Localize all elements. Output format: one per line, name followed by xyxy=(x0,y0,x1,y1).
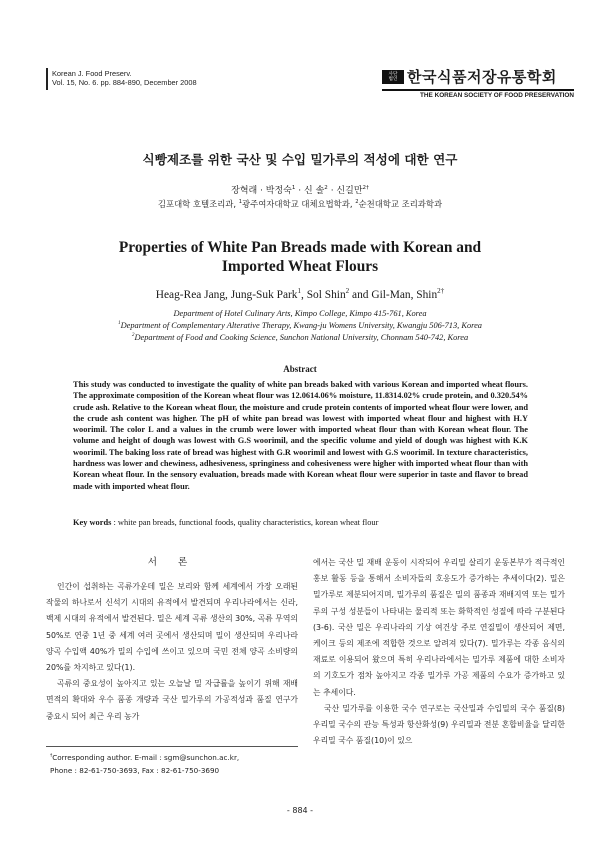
journal-volume: Vol. 15, No. 6. pp. 884-890, December 2008 xyxy=(52,78,197,88)
english-authors: Heag-Rea Jang, Jung-Suk Park$^1$, Sol Shin$^2$ and Gil-Man, Shin$^{2\dagger}$ xyxy=(155,287,445,301)
journal-rule xyxy=(46,68,48,90)
korean-title: 식빵제조를 위한 국산 및 수입 밀가루의 적성에 대한 연구 xyxy=(142,152,458,167)
paragraph: 국산 밀가루를 이용한 국수 연구로는 국산밀과 수입밀의 국수 품질(8) 우리밀 국수의 관능 특성과 항산화성(9) 우리밀과 전분 혼합비율을 달리한 우리밀 국수 품질(10)이 있으 xyxy=(313,703,565,746)
section-heading-introduction: 서 론 xyxy=(147,557,197,568)
society-rule xyxy=(382,89,574,91)
abstract-text: This study was conducted to investigate the quality of white pan breads baked with various Korean and imported wheat flours. The approximate composition of the Korean wheat flour was 12.0614.06% moisture, 11.8314.02% crude protein, and 0.320.54% crude ash. Relative to the Korean wheat flour, the moisture and crude protein contents of imported wheat flour were lower, and the crude ash content was higher. The pH of white pan bread was lowest with imported wheat flour and highest with H.Y woorimil. The color L and a values in the crumb were lower with imported wheat flour than with Korean wheat flour. The volume and height of dough was lowest with G.S woorimil, and the specific volume and yield of dough was highest with K.K woorimil. The baking loss rate of bread was highest with G.R woorimil and lowest with G.S woorimil. In texture characteristics, hardness was lower and chewiness, adhesiveness, springiness and cohesiveness were higher with imported wheat flour than with Korean wheat flour. In the sensory evaluation, breads made with Korean wheat flour were superior in taste and flavor to bread made with imported wheat flour. xyxy=(73,380,528,491)
korean-affiliations: 김포대학 호텔조리과, $^1$광주여자대학교 대체요법학과, $^2$순천대학교 조리과학과 xyxy=(157,199,443,209)
society-logo xyxy=(382,66,574,99)
english-title: Properties of White Pan Breads made with Korean and Imported Wheat Flours xyxy=(118,239,482,275)
body-column-left xyxy=(46,579,298,725)
society-name-en: THE KOREAN SOCIETY OF FOOD PRESERVATION xyxy=(420,92,574,99)
journal-citation xyxy=(52,69,197,88)
paragraph: 에서는 국산 밀 재배 운동이 시작되어 우리밀 살리기 운동본부가 적극적인 홍보 활동 등을 통해서 소비자들의 호응도가 증가하는 추세이다(2). 밀은 밀가루로 제분되어지며, 밀가루의 품질은 밀의 품종과 재배지역 또는 밀가루의 구성 성분들이 나타내는 물리적 또는 화학적인 성질에 따라 구분된다(3-6). 국산 밀은 우리나라의 기상 여건상 주로 연질밀이 생산되어 제면, 케이크 등의 제조에 적합한 것으로 알려져 있다(7). 밀가루는 각종 음식의 재료로 이용되어 왔으며 특히 우리나라에서는 밀가루 제품에 대한 소비자의 기호도가 점차 높아지고 각종 밀가루 가공 제품의 수요가 증가하고 있는 추세이다. xyxy=(313,558,565,697)
page-number: - 884 - xyxy=(286,806,314,815)
footnote: †Corresponding author. E-mail : sgm@sunchon.ac.kr, Phone : 82-61-750-3693, Fax : 82-61-750-3690 xyxy=(50,753,240,775)
english-affiliations: Department of Hotel Culinary Arts, Kimpo College, Kimpo 415-761, Korea $^1$Department of Complementary Alterative Therapy, Kwang-ju Womens University, Kwangju 506-713, Korea $^2$Department of Food and Cooking Science, Sunchon National University, Chonnam 540-742, Korea xyxy=(117,309,482,342)
korean-authors: 장혁래 · 박정숙$^1$ · 신 솔$^2$ · 신길만$^{2\dagger}$ xyxy=(231,185,369,196)
paragraph: 곡류의 중요성이 높아지고 있는 오늘날 밀 자급률을 높이기 위해 재배 면적의 확대와 우수 품종 개량과 국산 밀가루의 가공적성과 품질 연구가 중요시 되어 최근 우리 농가 xyxy=(46,679,298,721)
society-name-ko: 한국식품저장유통학회 xyxy=(407,68,557,86)
society-mark-icon: 사단 법인 xyxy=(382,70,404,84)
footnote-rule xyxy=(46,746,298,747)
body-column-right xyxy=(313,555,565,749)
paragraph: 인간이 섭취하는 곡류가운데 밀은 보리와 함께 세계에서 가장 오래된 작물의 하나로서 신석기 시대의 유적에서 발견되며 우리나라에서는 신라, 백제 시대의 유적에서 발견된다. 밀은 세계 곡류 생산의 30%, 곡류 무역의 50%로 연중 1년 중 세계 여러 곳에서 생산되며 밀이 생산되며 우리나라 양곡 수입액 40%가 밀의 수입에 쓰이고 있으며 국민 전체 양곡 소비량의 20%를 차지하고 있다(1). xyxy=(46,582,298,673)
abstract-heading: Abstract xyxy=(283,364,317,374)
keywords: Key words : white pan breads, functional foods, quality characteristics, korean wheat flour xyxy=(73,518,379,527)
journal-name: Korean J. Food Preserv. xyxy=(52,69,132,78)
